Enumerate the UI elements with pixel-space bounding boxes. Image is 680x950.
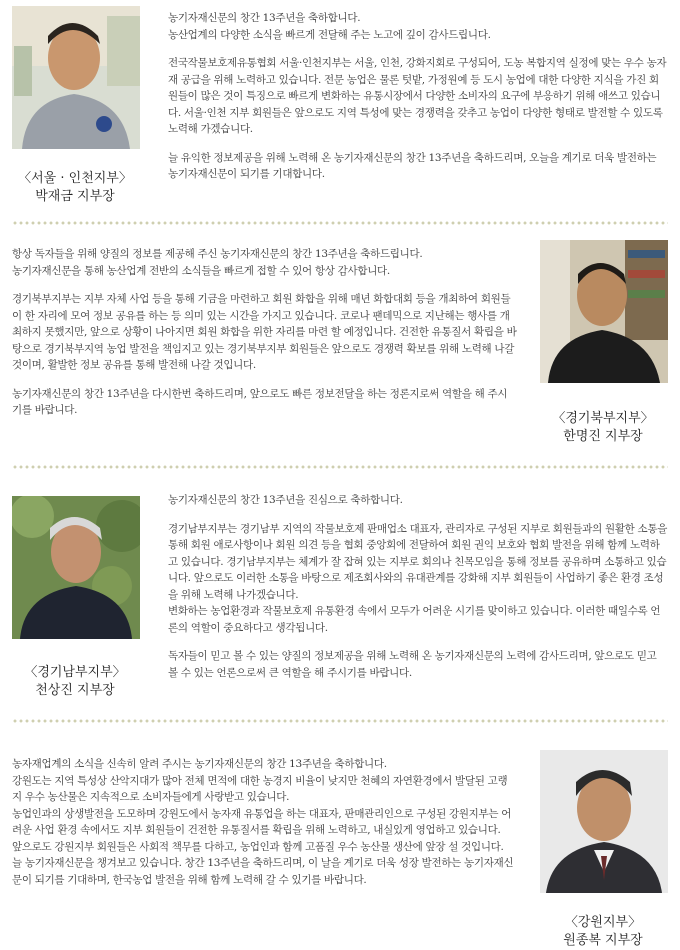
portrait-photo-gyeonggi-south bbox=[12, 496, 140, 639]
article-paragraph: 경기북부지부는 지부 자체 사업 등을 통해 기금을 마련하고 회원 화합을 위해 매년 화합대회 등을 개최하여 회원들이 한 자리에 모여 정보 공유를 하는 등 의미 있는 시간을 가지고 있습니다. 코로나 팬데믹으로 지난해는 행사를 개최하지 못했지만, 앞으로 상황이 나아지면 회원 화합을 위한 자리를 마련 할 예정입니다. 건전한 유통질서 확립을 바탕으로 경기북부지역 농업 발전을 책임지고 있는 경기북부지부 회원들은 앞으로도 경쟁력 확보를 위해 노력해 나갈 것이며, 활발한 정보 공유를 통해 발전해 나갈 것입니다. bbox=[12, 293, 517, 371]
dotted-divider bbox=[12, 718, 668, 724]
article-paragraph: 농자재업계의 소식을 신속히 알려 주시는 농기자재신문의 창간 13주년을 축하합니다. 강원도는 지역 특성상 산악지대가 많아 전체 면적에 대한 농경지 비율이 낮지만 천혜의 자연환경에서 발달된 고랭지 우수 농산물은 지속적으로 소비자들에게 사랑받고 있습니다. 농업인과의 상생발전을 도모하며 강원도에서 농자재 유통업을 하는 대표자, 판매관리인으로 구성된 강원지부는 어려운 사업 환경 속에서도 지부 회원들이 건전한 유통질서를 확립을 위해 노력하고, 내실있게 영업하고 있습니다. 앞으로도 강원지부 회원들은 사회적 책무를 다하고, 농업인과 함께 고품질 우수 농산물 생산에 앞장 설 것입니다. 늘 농기자재신문을 챙겨보고 있습니다. 창간 13주년을 축하드리며, 이 날을 계기로 더욱 성장 발전하는 농기자재신문이 되기를 기대하며, 한국농업 발전을 위해 함께 노력해 갈 수 있기를 바랍니다. bbox=[12, 758, 514, 886]
article-paragraph: 전국작물보호제유통협회 서울·인천지부는 서울, 인천, 강화지회로 구성되어, 도농 복합지역 실정에 맞는 우수 농자재 공급을 위해 노력하고 있습니다. 전문 농업은 물론 텃밭, 가정원예 등 도시 농업에 대한 다양한 지식을 가진 회원들이 많은 것이 특징으로 빠르게 변화하는 유통시장에서 다양한 소비자의 요구에 부응하기 위해 애쓰고 있습니다. 서울·인천 지부 회원들은 앞으로도 지역 특성에 맞는 경쟁력을 갖추고 농업이 다양한 형태로 발전할 수 있도록 노력해 가겠습니다. bbox=[168, 57, 667, 135]
article-paragraph: 늘 유익한 정보제공을 위해 노력해 온 농기자재신문의 창간 13주년을 축하드리며, 오늘을 계기로 더욱 발전하는 농기자재신문이 되기를 기대합니다. bbox=[168, 151, 657, 180]
branch-region-label: 〈강원지부〉 bbox=[564, 915, 642, 930]
branch-caption-gangwon bbox=[528, 914, 678, 950]
branch-caption-gyeonggi-south bbox=[0, 664, 150, 700]
branch-head-name: 박재금 지부장 bbox=[35, 189, 115, 204]
branch-caption-gyeonggi-north bbox=[528, 410, 678, 446]
article-text-seoul bbox=[168, 10, 668, 183]
article-text-gyeonggi-north bbox=[12, 246, 517, 419]
branch-head-name: 원종복 지부장 bbox=[563, 933, 643, 948]
article-paragraph: 농기자재신문의 창간 13주년을 다시한번 축하드리며, 앞으로도 빠른 정보전달을 하는 정론지로써 역할을 해 주시기를 바랍니다. bbox=[12, 387, 508, 416]
branch-region-label: 〈경기남부지부〉 bbox=[24, 665, 126, 680]
portrait-photo-gyeonggi-north bbox=[540, 240, 668, 383]
branch-head-name: 한명진 지부장 bbox=[563, 429, 643, 444]
portrait-photo-seoul bbox=[12, 6, 140, 149]
article-text-gyeonggi-south bbox=[168, 492, 668, 681]
branch-caption-seoul bbox=[0, 170, 150, 206]
article-text-gangwon bbox=[12, 756, 517, 888]
portrait-photo-gangwon bbox=[540, 750, 668, 893]
dotted-divider bbox=[12, 464, 668, 470]
article-paragraph: 경기남부지부는 경기남부 지역의 작물보호제 판매업소 대표자, 관리자로 구성된 지부로 회원들과의 원활한 소통을 통해 회원 애로사항이나 회원 의견 등을 협회 중앙회에 전달하여 회원 권익 보호와 협회 발전을 위해 함께 노력하고 있습니다. 경기남부지부는 체계가 잘 잡혀 있는 지부로 회의나 친목모임을 통해 정보를 공유하며 소통하고 있습니다. 앞으로도 이러한 소통을 바탕으로 제조회사와의 유대관계를 강화해 지부 회원들이 사업하기 좋은 환경 조성을 위해 노력해 나가겠습니다. 변화하는 농업환경과 작물보호제 유통환경 속에서 모두가 어려운 시기를 맞이하고 있습니다. 이러한 때일수록 언론의 역할이 중요하다고 생각됩니다. bbox=[168, 522, 668, 634]
dotted-divider bbox=[12, 220, 668, 226]
branch-region-label: 〈경기북부지부〉 bbox=[552, 411, 654, 426]
branch-region-label: 〈서울 · 인천지부〉 bbox=[18, 171, 132, 186]
article-paragraph: 농기자재신문의 창간 13주년을 축하합니다. 농산업계의 다양한 소식을 빠르게 전달해 주는 노고에 깊이 감사드립니다. bbox=[168, 12, 491, 41]
article-paragraph: 농기자재신문의 창간 13주년을 진심으로 축하합니다. bbox=[168, 494, 403, 506]
article-paragraph: 항상 독자들을 위해 양질의 정보를 제공해 주신 농기자재신문의 창간 13주년을 축하드립니다. 농기자재신문을 통해 농산업계 전반의 소식들을 빠르게 접할 수 있어 항상 감사합니다. bbox=[12, 248, 423, 277]
branch-head-name: 천상진 지부장 bbox=[35, 683, 115, 698]
article-paragraph: 독자들이 믿고 볼 수 있는 양질의 정보제공을 위해 노력해 온 농기자재신문의 노력에 감사드리며, 앞으로도 믿고 볼 수 있는 언론으로써 큰 역할을 해 주시기를 바랍니다. bbox=[168, 650, 657, 679]
